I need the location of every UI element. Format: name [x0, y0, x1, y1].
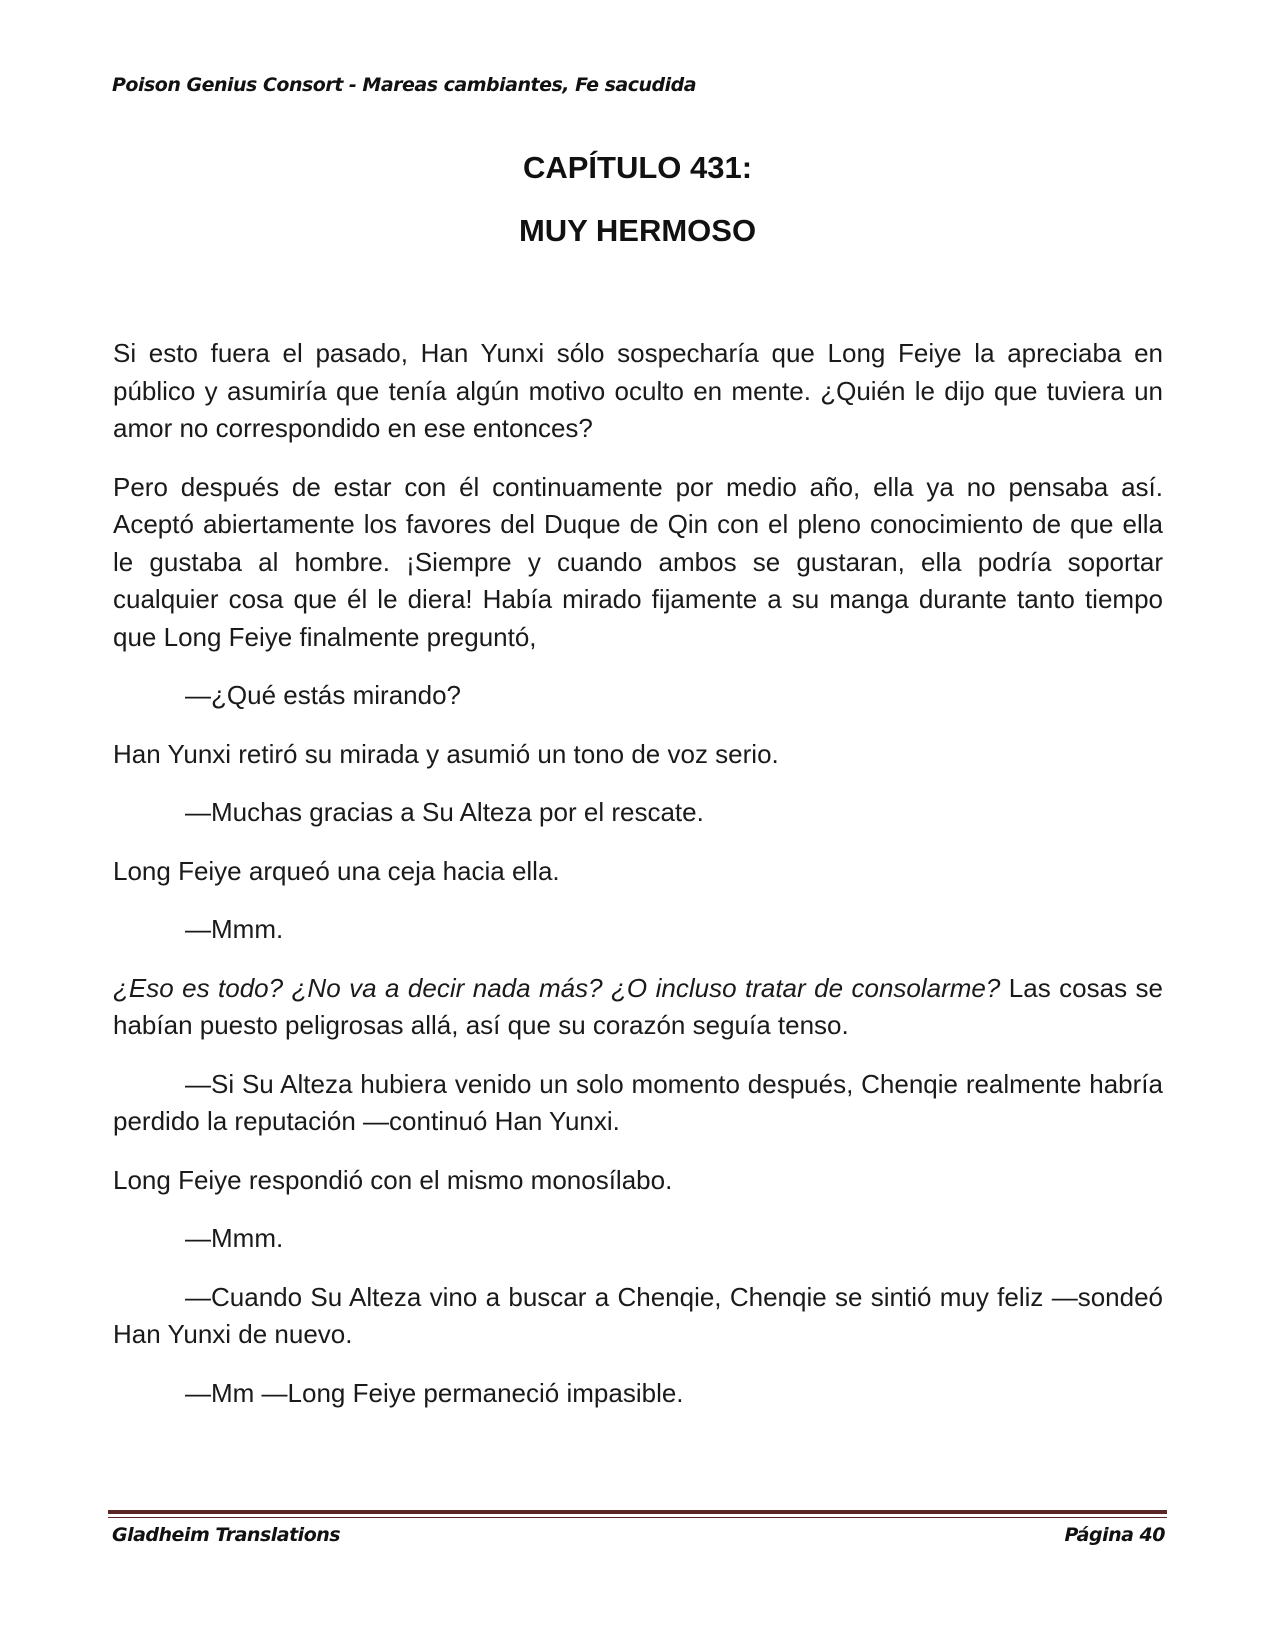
footer-rule-thin: [108, 1517, 1167, 1518]
paragraph: Long Feiye respondió con el mismo monosílabo.: [113, 1164, 673, 1195]
paragraph: Si esto fuera el pasado, Han Yunxi sólo sospecharía que Long Feiye la apreciaba en público y asumiría que tenía algún motivo oculto en mente. ¿Quién le dijo que tuviera un amor no correspondido en ese entonces?: [113, 338, 1163, 443]
body-text: [113, 335, 1163, 1433]
footer-publisher: Gladheim Translations: [112, 1524, 341, 1546]
paragraph: Pero después de estar con él continuamente por medio año, ella ya no pensaba así. Aceptó abiertamente los favores del Duque de Qin con el pleno conocimiento de que ella le gustaba al hombre. ¡Siempre y cuando ambos se gustaran, ella podría soportar cualquier cosa que él le diera! Había mirado fijamente a su manga durante tanto tiempo que Long Feiye finalmente preguntó,: [113, 471, 1163, 652]
paragraph: Han Yunxi retiró su mirada y asumió un tono de voz serio.: [113, 738, 779, 769]
page-number: Página 40: [1064, 1524, 1165, 1546]
chapter-title: MUY HERMOSO: [518, 213, 757, 248]
paragraph: [113, 970, 1163, 1045]
dialogue-line: —Mmm.: [185, 1223, 284, 1253]
dialogue-line: —¿Qué estás mirando?: [185, 680, 462, 710]
dialogue-line: —Mm —Long Feiye permaneció impasible.: [185, 1377, 684, 1408]
dialogue-line: —Mmm.: [185, 914, 284, 944]
dialogue-line: —Muchas gracias a Su Alteza por el rescate.: [185, 797, 704, 827]
paragraph: Long Feiye arqueó una ceja hacia ella.: [113, 855, 560, 886]
chapter-number: CAPÍTULO 431:: [522, 150, 753, 185]
footer-rule: [108, 1510, 1167, 1514]
italic-thought: ¿Eso es todo? ¿No va a decir nada más? ¿O incluso tratar de consolarme?: [113, 972, 1001, 1003]
dialogue-line: —Si Su Alteza hubiera venido un solo momento después, Chenqie realmente habría perdido la reputación —continuó Han Yunxi.: [113, 1068, 1163, 1136]
dialogue-line: —Cuando Su Alteza vino a buscar a Chenqie, Chenqie se sintió muy feliz —sondeó Han Yunxi de nuevo.: [113, 1281, 1163, 1349]
paragraph-text: Las cosas se habían puesto peligrosas allá, así que su corazón seguía tenso.: [113, 972, 1163, 1040]
running-header: Poison Genius Consort - Mareas cambiantes, Fe sacudida: [112, 74, 697, 96]
